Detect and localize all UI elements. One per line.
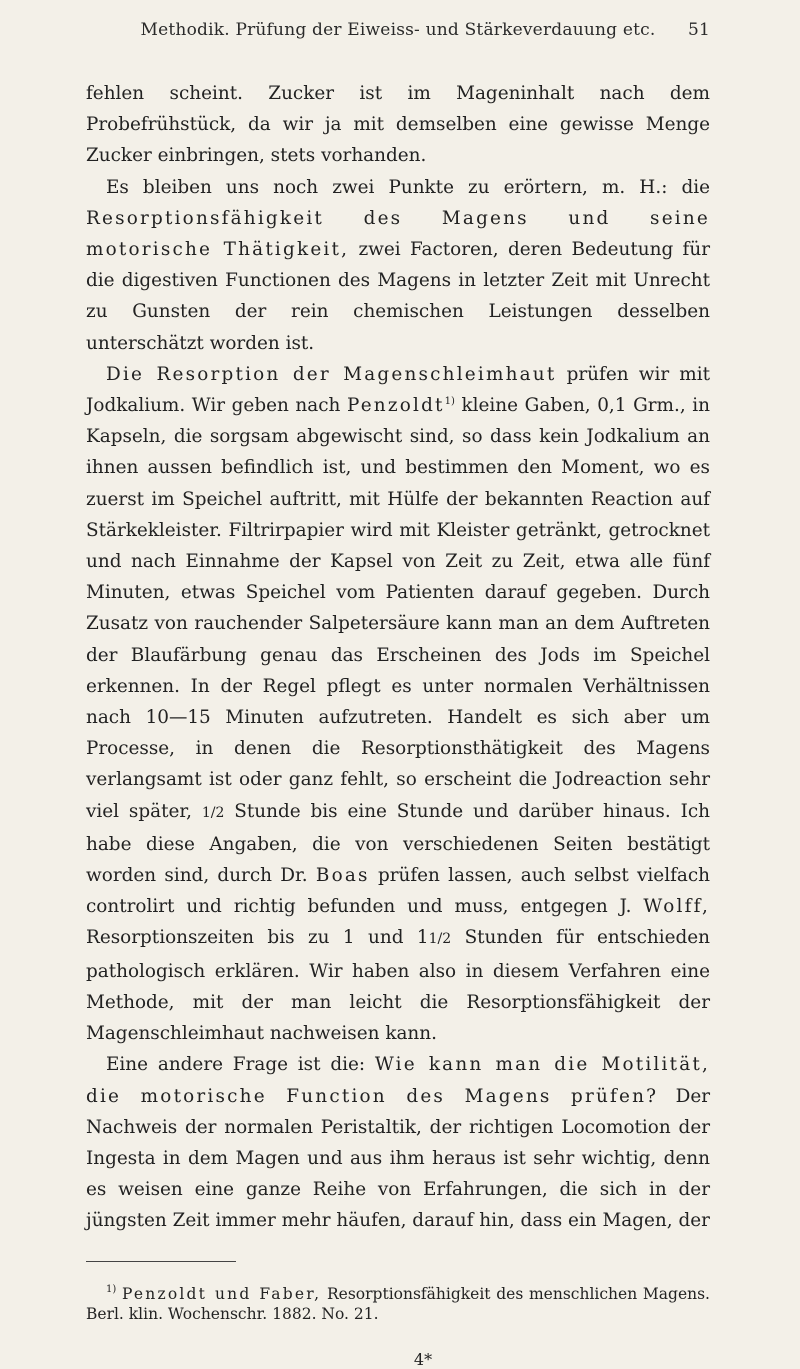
running-title: Methodik. Prüfung der Eiweiss- und Stärkeverdauung etc. <box>140 20 656 40</box>
text-run: Stunde bis eine Stunde und darüber hinaus. Ich habe diese Angaben, die von verschiedenen Seiten bestätigt worden sind, durch Dr. <box>86 800 711 887</box>
page-number: 51 <box>687 20 710 40</box>
text-run: kleine Gaben, 0,1 Grm., in Kapseln, die sorgsam abgewischt sind, so dass kein Jodkalium an ihnen aussen befindlich ist, und bestimmen den Moment, wo es zuerst im Speichel auftritt, mit Hülfe der bekannten Reaction auf Stärkekleister. Filtrirpapier wird mit Kleister getränkt, getrocknet und nach Einnahme der Kapsel von Zeit zu Zeit, etwa alle fünf Minuten, etwas Speichel vom Patienten darauf gegeben. Durch Zusatz von rauchender Salpetersäure kann man an dem Auftreten der Blaufärbung genau das Erscheinen des Jods im Speichel erkennen. In der Regel pflegt es unter normalen Verhältnissen nach 10—15 Minuten aufzutreten. Handelt es sich aber um Processe, in denen die Resorptionsthätigkeit des Magens verlangsamt ist oder ganz fehlt, so erscheint die Jodreaction sehr viel später, <box>86 395 710 822</box>
text-run: Eine andere Frage ist die: <box>106 1054 375 1076</box>
fraction: 1/2 <box>201 804 225 821</box>
paragraph-4 <box>86 1049 710 1236</box>
author-name: Penzoldt <box>346 395 445 417</box>
footnote <box>86 1284 710 1324</box>
text-run: Der Nachweis der normalen Peristaltik, der richtigen Locomotion der Ingesta in dem Magen und aus ihm heraus ist sehr wichtig, denn es weisen eine ganze Reihe von Erfahrungen, die sich in der jüngsten Zeit immer mehr häufen, darauf hin, dass ein Magen, der <box>86 1085 710 1232</box>
signature-mark: 4* <box>413 1349 433 1369</box>
spaced-emphasis: Die Resorption der Magenschleimhaut <box>106 363 557 385</box>
paragraph-3 <box>86 359 710 1049</box>
text-run: prüfen wir mit Jodkalium. Wir geben nach <box>86 363 711 417</box>
text-run: Resorptionszeiten bis zu 1 und 1 <box>86 927 429 949</box>
text-run: zwei Factoren, deren Bedeutung für die digestiven Functionen des Magens in letzter Zeit mit Unrecht zu Gunsten der rein chemischen Leistungen desselben unterschätzt worden ist. <box>86 239 710 354</box>
footnote-marker: 1) <box>106 1283 117 1295</box>
text-run: Es bleiben uns noch zwei Punkte zu erörtern, m. H.: die <box>106 176 710 198</box>
fraction: 1/2 <box>428 931 452 948</box>
spaced-emphasis: Wie kann man die Motilität, die motorische Function des Magens prüfen? <box>86 1054 710 1107</box>
footnote-ref: 1) <box>444 396 455 408</box>
footnote-authors: Penzoldt und Faber, <box>121 1284 322 1303</box>
spaced-emphasis: Resorptionsfähigkeit des Magens und seine motorische Thätigkeit, <box>86 207 710 261</box>
body-text <box>86 78 710 1237</box>
running-head <box>86 20 710 50</box>
text-run: Stunden für entschieden pathologisch erklären. Wir haben also in diesem Verfahren eine Methode, mit der man leicht die Resorptionsfähigkeit der Magenschleimhaut nachweisen kann. <box>86 927 710 1045</box>
author-name: Wolff, <box>643 896 710 918</box>
footnote-divider <box>86 1261 236 1262</box>
paragraph-1: fehlen scheint. Zucker ist im Mageninhalt nach dem Probefrühstück, da wir ja mit demselben eine gewisse Menge Zucker einbringen, stets vorhanden. <box>86 83 710 167</box>
author-name: Boas <box>315 865 370 887</box>
book-page <box>86 20 710 1369</box>
text-run: prüfen lassen, auch selbst vielfach controlirt und richtig befunden und muss, entgegen J. <box>86 865 710 918</box>
paragraph-2 <box>86 172 710 359</box>
footnote-text: Resorptionsfähigkeit des menschlichen Magens. Berl. klin. Wochenschr. 1882. No. 21. <box>86 1284 710 1323</box>
